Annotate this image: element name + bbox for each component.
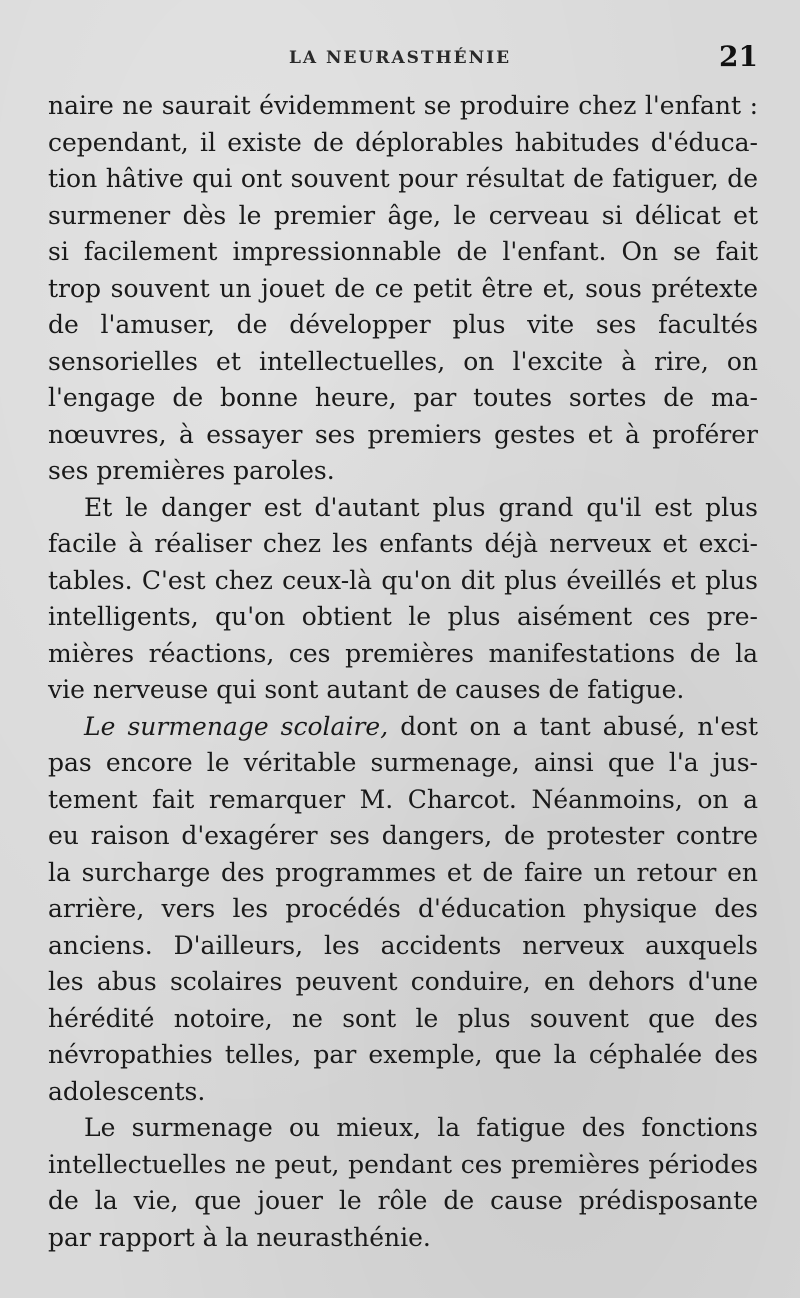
text-line: naire ne saurait évidemment se produire chez l'enfant :	[48, 91, 758, 120]
text-line: trop souvent un jouet de ce petit être et, sous prétexte	[48, 273, 758, 303]
text-line: tion hâtive qui ont souvent pour résultat de fatiguer, de	[48, 164, 758, 193]
text-line: intelligents, qu'on obtient le plus aisément ces pre-	[48, 602, 758, 631]
text-line: si facilement impressionnable de l'enfant. On se fait	[48, 237, 758, 266]
text-line: l'engage de bonne heure, par toutes sortes de ma-	[48, 383, 758, 412]
text-line: hérédité notoire, ne sont le plus souvent que des	[48, 1003, 758, 1033]
body-text	[48, 88, 758, 1256]
text-line: ses premières paroles.	[48, 456, 335, 485]
text-line: anciens. D'ailleurs, les accidents nerveux auxquels	[48, 930, 758, 960]
text-line: arrière, vers les procédés d'éducation physique des	[48, 894, 758, 923]
text-line: nœuvres, à essayer ses premiers gestes et à proférer	[48, 419, 758, 449]
paragraph-1	[48, 88, 758, 490]
page-number: 21	[719, 40, 758, 73]
text-line: Et le danger est d'autant plus grand qu'il est plus	[84, 492, 758, 522]
text-fragment: dont on a tant abusé, n'est	[388, 711, 759, 741]
text-line: eu raison d'exagérer ses dangers, de protester contre	[48, 821, 758, 850]
italic-phrase: Le surmenage scolaire,	[84, 711, 389, 741]
text-line: mières réactions, ces premières manifestations de la	[48, 638, 758, 668]
text-line: de la vie, que jouer le rôle de cause prédisposante	[48, 1186, 758, 1215]
text-line: les abus scolaires peuvent conduire, en dehors d'une	[48, 967, 758, 996]
text-line: névropathies telles, par exemple, que la céphalée des	[48, 1040, 758, 1069]
text-line: la surcharge des programmes et de faire un retour en	[48, 857, 758, 887]
paragraph-2	[48, 490, 758, 709]
text-line: de l'amuser, de développer plus vite ses facultés	[48, 310, 758, 339]
text-line: tement fait remarquer M. Charcot. Néanmoins, on a	[48, 784, 758, 814]
paragraph-3	[48, 709, 758, 1111]
text-line: pas encore le véritable surmenage, ainsi que l'a jus-	[48, 748, 758, 777]
text-line: tables. C'est chez ceux-là qu'on dit plus éveillés et plus	[48, 565, 758, 595]
text-line: par rapport à la neurasthénie.	[48, 1222, 431, 1252]
paragraph-4	[48, 1110, 758, 1256]
text-line: surmener dès le premier âge, le cerveau si délicat et	[48, 200, 758, 230]
text-line: Le surmenage ou mieux, la fatigue des fonctions	[84, 1113, 758, 1142]
text-line: vie nerveuse qui sont autant de causes de fatigue.	[48, 675, 685, 704]
text-line: adolescents.	[48, 1076, 206, 1106]
text-line: facile à réaliser chez les enfants déjà nerveux et exci-	[48, 529, 758, 558]
text-line: intellectuelles ne peut, pendant ces premières périodes	[48, 1149, 758, 1179]
text-line: sensorielles et intellectuelles, on l'excite à rire, on	[48, 346, 758, 376]
running-head-title: LA NEURASTHÉNIE	[288, 48, 512, 68]
text-line	[48, 709, 758, 746]
text-line: cependant, il existe de déplorables habitudes d'éduca-	[48, 127, 758, 157]
running-head	[0, 40, 800, 80]
